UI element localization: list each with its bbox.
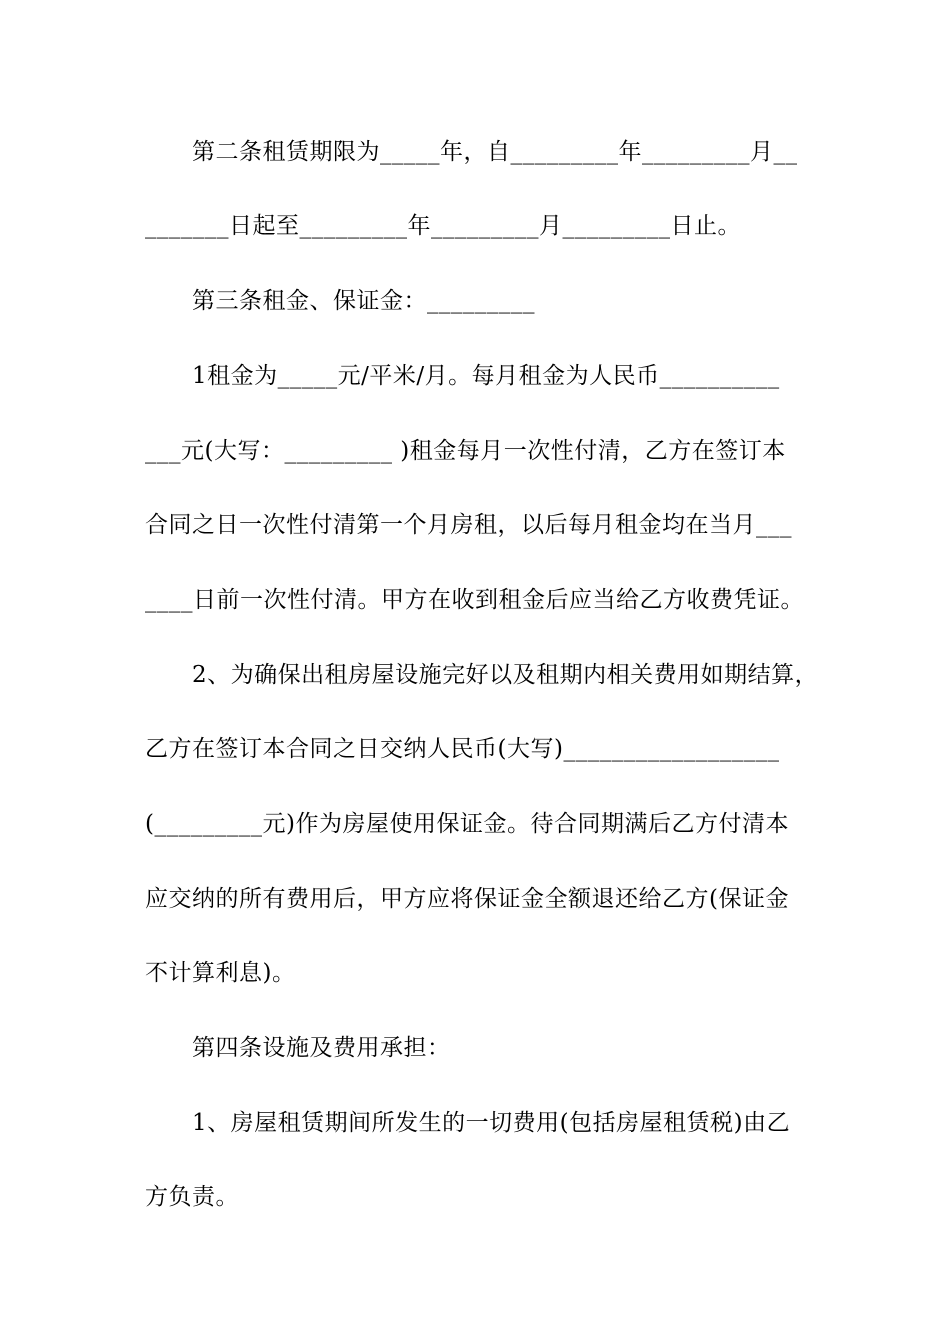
deposit-paragraph-line-4: 应交纳的所有费用后，甲方应将保证金全额退还给乙方(保证金 [145, 886, 789, 912]
rent-paragraph-line-1: 1租金为_____元/平米/月。每月租金为人民币__________ [192, 363, 780, 389]
rent-paragraph-line-4: ____日前一次性付清。甲方在收到租金后应当给乙方收费凭证。 [145, 587, 804, 613]
deposit-paragraph-line-2: 乙方在签订本合同之日交纳人民币(大写)__________________ [145, 736, 780, 762]
expense-paragraph-line-2: 方负责。 [145, 1184, 239, 1210]
clause-3-heading: 第三条租金、保证金：_________ [192, 288, 535, 314]
deposit-paragraph-line-5: 不计算利息)。 [145, 960, 296, 986]
expense-paragraph-line-1: 1、房屋租赁期间所发生的一切费用(包括房屋租赁税)由乙 [192, 1110, 791, 1136]
deposit-paragraph-line-3: (_________元)作为房屋使用保证金。待合同期满后乙方付清本 [145, 811, 789, 837]
clause-4-heading: 第四条设施及费用承担： [192, 1035, 451, 1061]
rent-paragraph-line-2: ___元(大写：_________ )租金每月一次性付清，乙方在签订本 [145, 438, 786, 464]
clause-2-lease-term-line-1: 第二条租赁期限为_____年，自_________年_________月__ [192, 139, 798, 165]
deposit-paragraph-line-1: 2、为确保出租房屋设施完好以及租期内相关费用如期结算， [192, 662, 819, 688]
rent-paragraph-line-3: 合同之日一次性付清第一个月房租，以后每月租金均在当月___ [145, 512, 792, 538]
clause-2-lease-term-line-2: _______日起至_________年_________月_________日止。 [145, 213, 741, 239]
